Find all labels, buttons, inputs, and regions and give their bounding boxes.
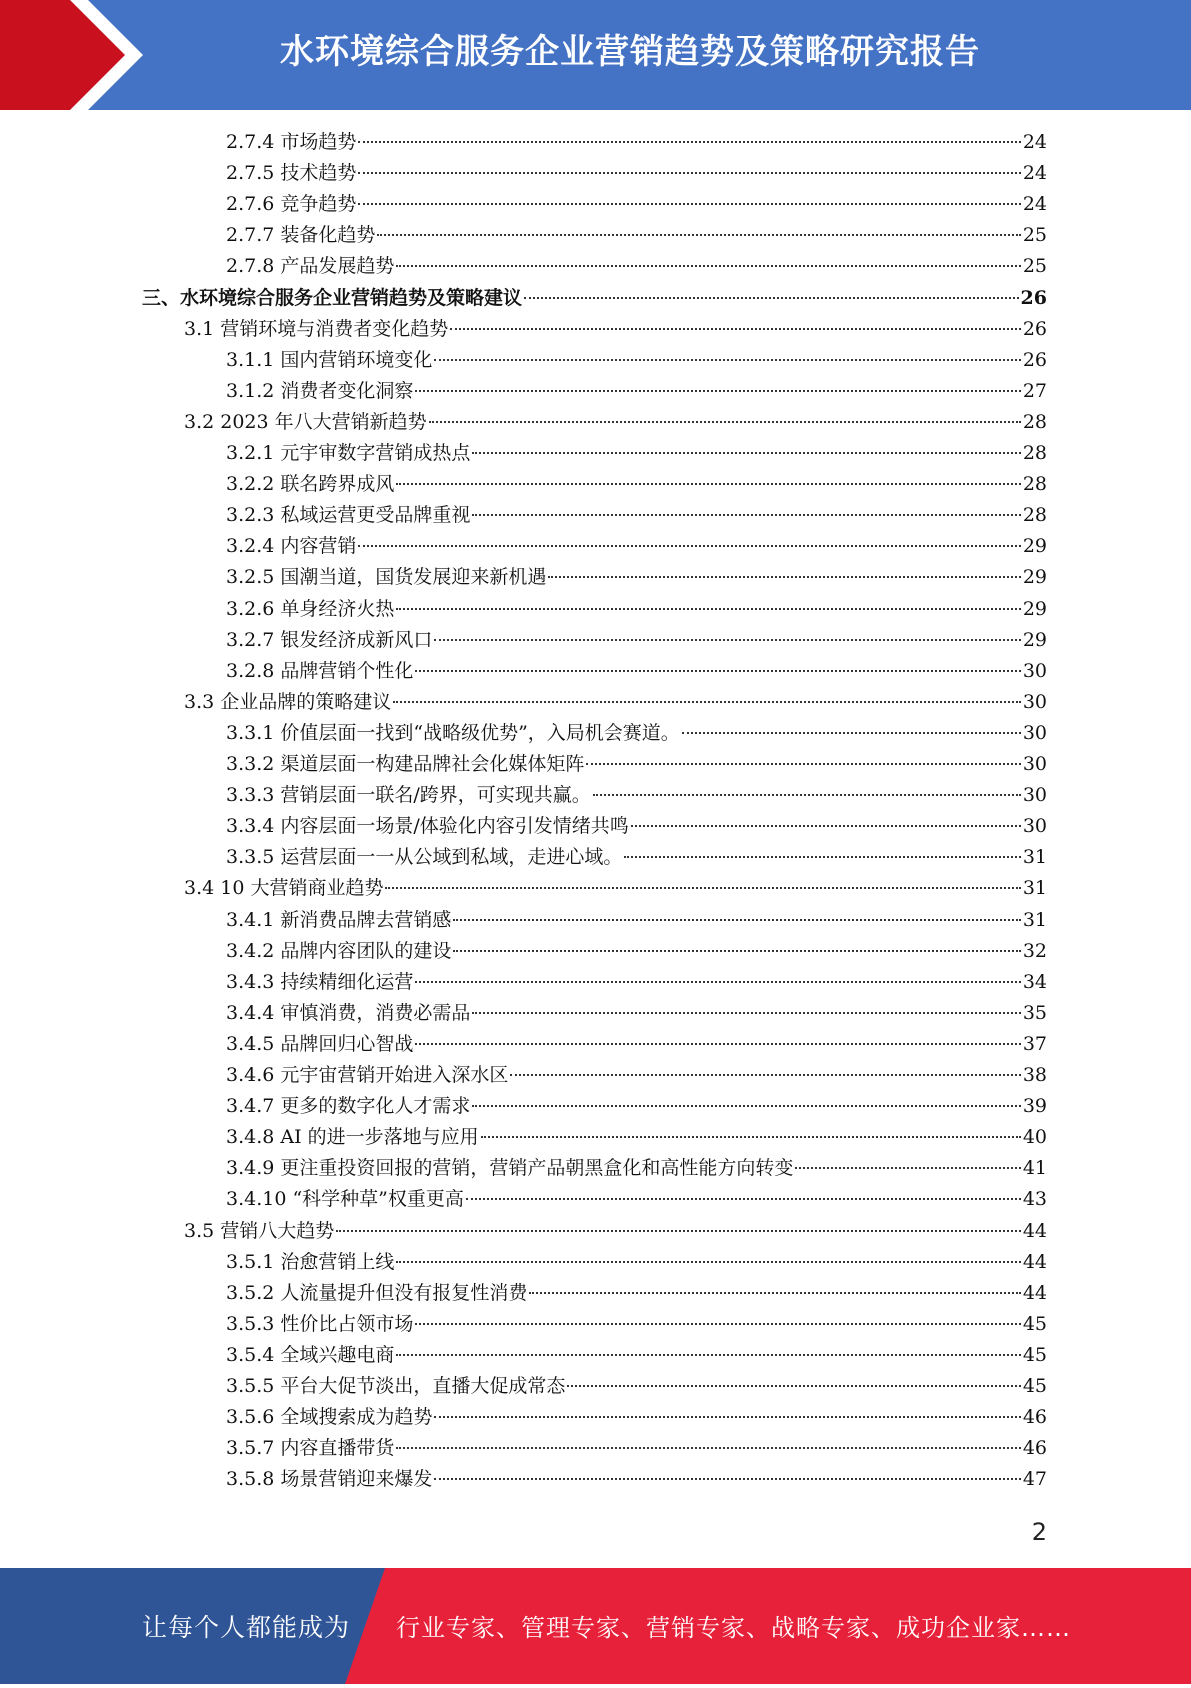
toc-dot-leader [396,483,1020,485]
toc-entry-page: 31 [1022,877,1047,899]
toc-entry[interactable] [226,1340,1047,1371]
toc-dot-leader [377,234,1020,236]
toc-entry[interactable] [226,1371,1047,1402]
toc-entry-title: 3.4.2 品牌内容团队的建设 [226,940,452,962]
toc-entry-page: 28 [1022,411,1047,433]
toc-entry[interactable] [226,438,1047,469]
toc-entry-title: 3.2.4 内容营销 [226,535,357,557]
toc-entry-title: 3.2 2023 年八大营销新趋势 [184,411,427,433]
toc-entry-title: 3.4.9 更注重投资回报的营销，营销产品朝黑盒化和高性能方向转变 [226,1157,794,1179]
toc-entry[interactable] [226,905,1047,936]
toc-dot-leader [415,1043,1020,1045]
toc-entry-title: 3.3.1 价值层面一找到“战略级优势”，入局机会赛道。 [226,722,680,744]
toc-entry-page: 37 [1022,1033,1047,1055]
toc-dot-leader [396,1261,1020,1263]
toc-entry-page: 26 [1022,349,1047,371]
toc-entry[interactable] [226,220,1047,251]
toc-entry[interactable] [226,749,1047,780]
toc-dot-leader [358,141,1020,143]
toc-dot-leader [450,328,1021,330]
toc-entry[interactable] [142,283,1047,314]
toc-entry-title: 3.2.7 银发经济成新风口 [226,629,433,651]
toc-dot-leader [336,1230,1021,1232]
toc-dot-leader [385,887,1020,889]
toc-dot-leader [481,1136,1021,1138]
toc-dot-leader [624,856,1020,858]
toc-entry-title: 3.1.2 消费者变化洞察 [226,380,414,402]
footer-slogan-left: 让每个人都能成为 [142,1613,351,1642]
toc-entry-title: 3.5.5 平台大促节淡出，直播大促成常态 [226,1375,566,1397]
toc-entry-page: 39 [1022,1095,1047,1117]
toc-entry[interactable] [226,842,1047,873]
toc-entry[interactable] [226,780,1047,811]
toc-entry-title: 2.7.8 产品发展趋势 [226,255,395,277]
toc-dot-leader [593,794,1021,796]
toc-dot-leader [586,763,1020,765]
toc-entry-page: 43 [1022,1188,1047,1210]
toc-entry-title: 3.5.6 全域搜索成为趋势 [226,1406,433,1428]
toc-dot-leader [510,1074,1020,1076]
toc-entry[interactable] [226,625,1047,656]
toc-entry-page: 44 [1022,1251,1047,1273]
toc-entry-title: 3.5.8 场景营销迎来爆发 [226,1468,433,1490]
toc-entry-title: 3.3.2 渠道层面一构建品牌社会化媒体矩阵 [226,753,585,775]
toc-entry[interactable] [226,251,1047,282]
toc-dot-leader [415,1323,1020,1325]
toc-entry[interactable] [226,1153,1047,1184]
toc-entry-title: 3.2.5 国潮当道，国货发展迎来新机遇 [226,566,547,588]
toc-entry[interactable] [226,1184,1047,1215]
toc-entry-title: 3.2.8 品牌营销个性化 [226,660,414,682]
toc-dot-leader [415,390,1020,392]
toc-entry-title: 3.4.1 新消费品牌去营销感 [226,909,452,931]
toc-entry-page: 28 [1022,504,1047,526]
toc-entry[interactable] [226,531,1047,562]
toc-entry-title: 3.3 企业品牌的策略建议 [184,691,392,713]
toc-dot-leader [415,670,1020,672]
toc-entry[interactable] [226,1309,1047,1340]
toc-entry-page: 44 [1022,1220,1047,1242]
toc-entry-title: 3.2.6 单身经济火热 [226,598,395,620]
toc-entry-page: 34 [1022,971,1047,993]
toc-dot-leader [434,1478,1020,1480]
toc-dot-leader [434,639,1020,641]
toc-entry-page: 28 [1022,442,1047,464]
toc-entry[interactable] [226,1091,1047,1122]
toc-entry-page: 25 [1022,224,1047,246]
toc-dot-leader [472,514,1020,516]
toc-entry-page: 38 [1022,1064,1047,1086]
toc-entry-page: 30 [1022,722,1047,744]
toc-entry-page: 30 [1022,815,1047,837]
toc-dot-leader [396,265,1020,267]
toc-entry[interactable] [184,314,1047,345]
toc-dot-leader [472,1012,1020,1014]
toc-dot-leader [396,608,1020,610]
toc-entry-title: 2.7.5 技术趋势 [226,162,357,184]
toc-entry[interactable] [226,1122,1047,1153]
toc-entry[interactable] [226,1278,1047,1309]
toc-entry[interactable] [226,189,1047,220]
page-header [0,0,1191,110]
toc-entry-page: 30 [1022,784,1047,806]
toc-dot-leader [529,1292,1020,1294]
toc-entry[interactable] [226,158,1047,189]
toc-entry-page: 41 [1022,1157,1047,1179]
toc-entry-page: 29 [1022,535,1047,557]
toc-entry[interactable] [226,998,1047,1029]
toc-entry-title: 3.5.3 性价比占领市场 [226,1313,414,1335]
toc-entry[interactable] [226,127,1047,158]
toc-entry-title: 3.3.4 内容层面一场景/体验化内容引发情绪共鸣 [226,815,629,837]
toc-dot-leader [358,545,1020,547]
toc-entry-page: 46 [1022,1406,1047,1428]
toc-dot-leader [466,1198,1021,1200]
toc-entry-page: 47 [1022,1468,1047,1490]
toc-entry-page: 24 [1022,193,1047,215]
toc-entry[interactable] [226,594,1047,625]
toc-entry[interactable] [226,1464,1047,1495]
toc-dot-leader [393,701,1021,703]
toc-entry-title: 3.5 营销八大趋势 [184,1220,335,1242]
toc-entry-title: 3.2.3 私域运营更受品牌重视 [226,504,471,526]
toc-entry-title: 3.4.6 元宇宙营销开始进入深水区 [226,1064,509,1086]
toc-entry[interactable] [226,1402,1047,1433]
toc-entry-title: 3.4.10 “科学种草”权重更高 [226,1188,464,1210]
toc-entry-page: 29 [1022,629,1047,651]
toc-entry-page: 27 [1022,380,1047,402]
toc-entry[interactable] [226,469,1047,500]
toc-entry-page: 31 [1022,909,1047,931]
report-title: 水环境综合服务企业营销趋势及策略研究报告 [280,32,980,72]
toc-entry-title: 3.5.7 内容直播带货 [226,1437,395,1459]
toc-entry[interactable] [184,407,1047,438]
toc-dot-leader [396,1447,1020,1449]
toc-entry-title: 3.1.1 国内营销环境变化 [226,349,433,371]
toc-entry-title: 3.5.2 人流量提升但没有报复性消费 [226,1282,528,1304]
toc-entry-page: 44 [1022,1282,1047,1304]
toc-entry-page: 45 [1022,1344,1047,1366]
toc-dot-leader [548,576,1020,578]
toc-entry-title: 2.7.6 竞争趋势 [226,193,357,215]
toc-entry-title: 3.1 营销环境与消费者变化趋势 [184,318,449,340]
toc-dot-leader [472,1105,1020,1107]
toc-entry-title: 2.7.4 市场趋势 [226,131,357,153]
toc-entry-title: 3.4.3 持续精细化运营 [226,971,414,993]
toc-entry[interactable] [184,687,1047,718]
toc-entry-title: 2.7.7 装备化趋势 [226,224,376,246]
page-number: 2 [1031,1518,1047,1546]
toc-dot-leader [396,1354,1020,1356]
toc-entry-page: 32 [1022,940,1047,962]
toc-dot-leader [358,203,1020,205]
toc-entry[interactable] [226,345,1047,376]
toc-entry[interactable] [226,656,1047,687]
toc-entry-page: 30 [1022,753,1047,775]
toc-entry-page: 26 [1020,287,1047,309]
toc-entry-page: 29 [1022,598,1047,620]
toc-entry-page: 28 [1022,473,1047,495]
toc-entry-title: 3.3.5 运营层面一一从公域到私域，走进心域。 [226,846,623,868]
toc-entry-title: 3.2.1 元宇审数字营销成热点 [226,442,471,464]
toc-entry-title: 3.4.7 更多的数字化人才需求 [226,1095,471,1117]
toc-entry-title: 3.4.4 审慎消费，消费必需品 [226,1002,471,1024]
toc-entry-page: 24 [1022,162,1047,184]
toc-entry[interactable] [226,500,1047,531]
toc-entry[interactable] [184,1216,1047,1247]
toc-entry-title: 3.4.8 AI 的进一步落地与应用 [226,1126,479,1148]
toc-dot-leader [631,825,1021,827]
toc-dot-leader [682,732,1021,734]
toc-entry[interactable] [184,873,1047,904]
toc-dot-leader [434,359,1020,361]
toc-entry-page: 29 [1022,566,1047,588]
toc-entry-page: 30 [1022,691,1047,713]
toc-dot-leader [434,1416,1020,1418]
toc-entry-page: 40 [1022,1126,1047,1148]
toc-entry-title: 3.5.4 全域兴趣电商 [226,1344,395,1366]
toc-entry-title: 三、水环境综合服务企业营销趋势及策略建议 [142,287,523,309]
toc-entry[interactable] [226,562,1047,593]
toc-entry-title: 3.5.1 治愈营销上线 [226,1251,395,1273]
toc-dot-leader [567,1385,1020,1387]
footer-slogan-right: 行业专家、管理专家、营销专家、战略专家、成功企业家…… [396,1614,1071,1642]
toc-entry-title: 3.4 10 大营销商业趋势 [184,877,384,899]
toc-dot-leader [524,297,1019,299]
toc-entry-page: 35 [1022,1002,1047,1024]
page-footer [0,1568,1191,1684]
toc-entry[interactable] [226,1433,1047,1464]
toc-entry[interactable] [226,811,1047,842]
toc-entry-page: 45 [1022,1375,1047,1397]
toc-entry[interactable] [226,376,1047,407]
toc-entry-title: 3.2.2 联名跨界成风 [226,473,395,495]
toc-entry[interactable] [226,1060,1047,1091]
toc-entry[interactable] [226,936,1047,967]
toc-entry-page: 46 [1022,1437,1047,1459]
toc-entry-page: 45 [1022,1313,1047,1335]
toc-entry[interactable] [226,718,1047,749]
toc-entry-title: 3.4.5 品牌回归心智战 [226,1033,414,1055]
toc-dot-leader [795,1167,1020,1169]
toc-entry-page: 30 [1022,660,1047,682]
toc-dot-leader [429,421,1021,423]
toc-entry-page: 24 [1022,131,1047,153]
toc-entry[interactable] [226,1029,1047,1060]
toc-entry[interactable] [226,1247,1047,1278]
toc-dot-leader [453,919,1020,921]
toc-entry-title: 3.3.3 营销层面一联名/跨界，可实现共赢。 [226,784,591,806]
toc-entry-page: 26 [1022,318,1047,340]
toc-entry[interactable] [226,967,1047,998]
toc-dot-leader [453,950,1020,952]
toc-dot-leader [358,172,1020,174]
header-chevron-graphic [0,0,150,110]
toc-entry-page: 31 [1022,846,1047,868]
toc-entry-page: 25 [1022,255,1047,277]
toc-dot-leader [415,981,1020,983]
toc-dot-leader [472,452,1020,454]
